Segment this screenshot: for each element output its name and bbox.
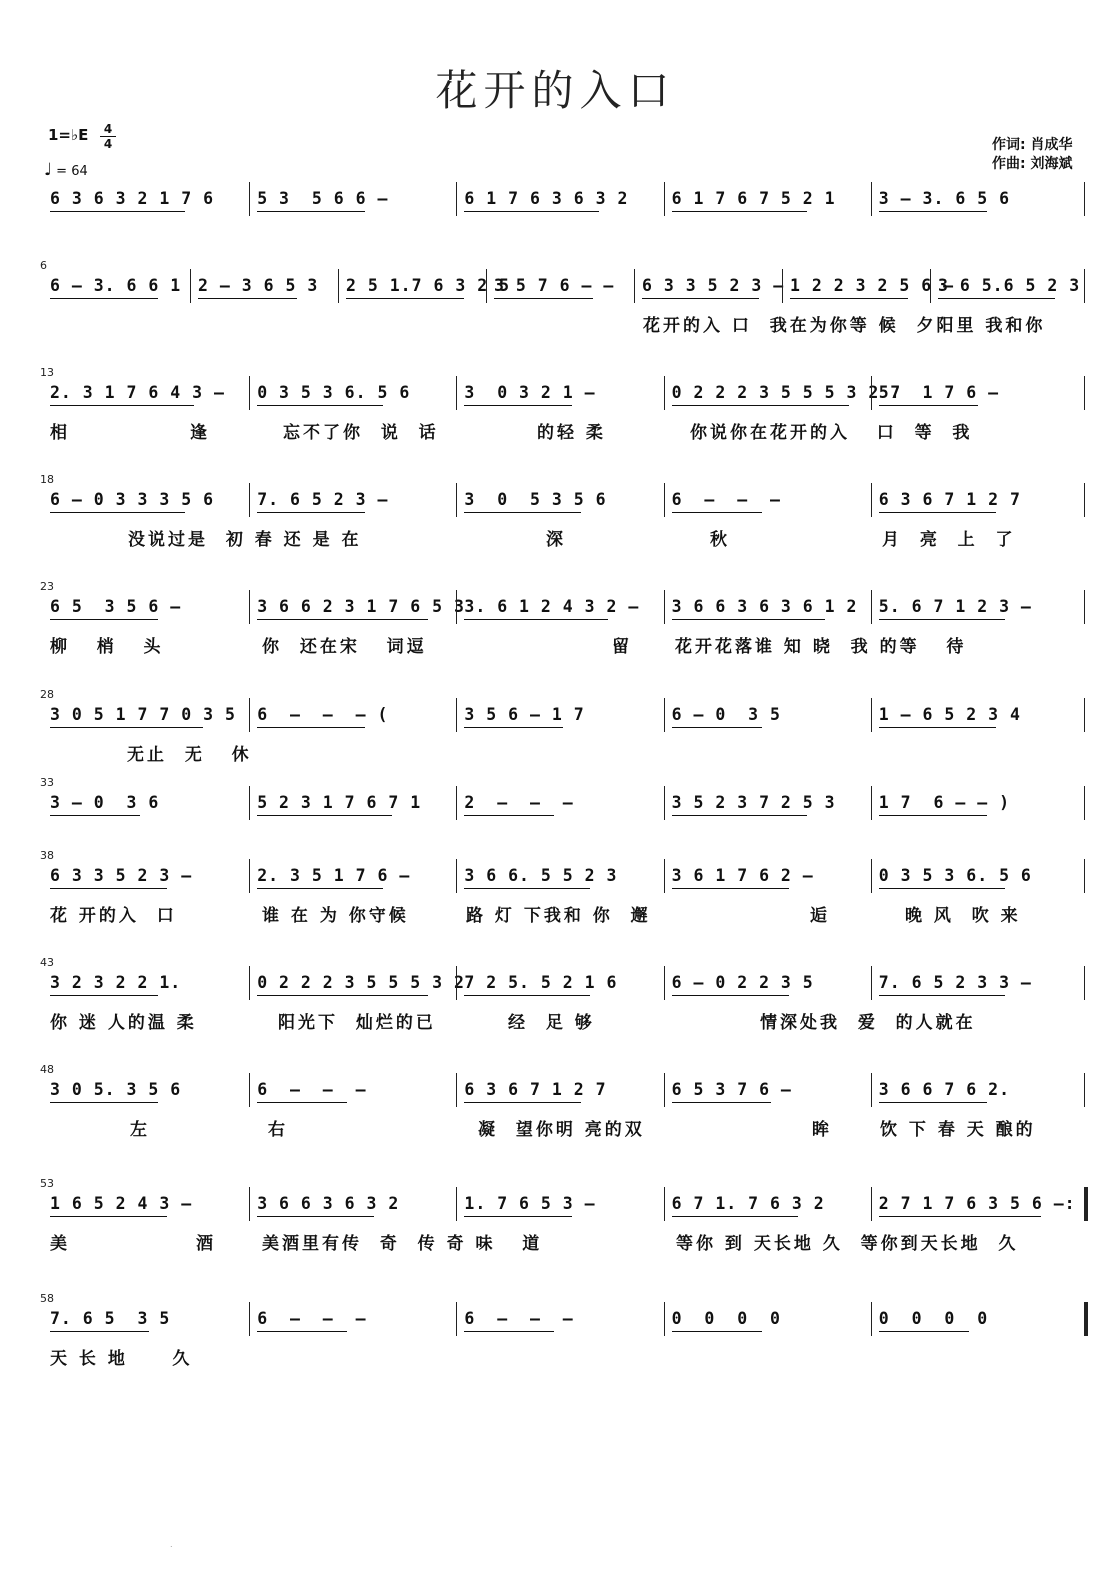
barline: [456, 376, 457, 410]
score-system: [0, 956, 1111, 1060]
beam-underline: [257, 405, 383, 406]
measure-number: 13: [40, 366, 54, 379]
measure-number: 18: [40, 473, 54, 486]
lyric-line: 没说过是 初 春 还 是 在: [128, 530, 362, 550]
beam-underline: [346, 298, 464, 299]
measure-notes: 3 0 5 3 5 6: [464, 490, 607, 509]
beam-underline: [464, 995, 590, 996]
credits: [992, 136, 1072, 174]
barline: [456, 698, 457, 732]
time-signature: 4 4: [100, 123, 116, 150]
measure-notes: 7 2 5. 5 2 1 6: [464, 973, 618, 992]
barline: [871, 376, 872, 410]
barline: [664, 1302, 665, 1336]
measure-notes: 6 3 6 3 2 1 7 6: [50, 189, 215, 208]
beam-underline: [879, 727, 996, 728]
measure-notes: 3 6 6 2 3 1 7 6 5 3: [257, 597, 465, 616]
beam-underline: [672, 1102, 771, 1103]
barline: [782, 269, 783, 303]
measure-notes: 0 2 2 2 3 5 5 5 3 2: [257, 973, 465, 992]
beam-underline: [50, 298, 158, 299]
barline: [664, 786, 665, 820]
beam-underline: [879, 1331, 969, 1332]
barline: [249, 1302, 250, 1336]
barline: [871, 966, 872, 1000]
measure-notes: 2. 3 1 7 6 4 3 –: [50, 383, 225, 402]
barline: [1084, 182, 1085, 216]
barline: [190, 269, 191, 303]
quarter-note-icon: ♩: [44, 160, 53, 180]
beam-underline: [257, 1331, 347, 1332]
lyric-line: 晚 风 吹 来: [905, 906, 1021, 926]
barline: [249, 966, 250, 1000]
measure-notes: 3 6 6 7 6 2.: [878, 1080, 1011, 1099]
barline: [871, 698, 872, 732]
barline: [456, 1073, 457, 1107]
measure-notes: 3 – 0 3 6: [50, 793, 160, 812]
beam-underline: [464, 405, 572, 406]
flat-icon: ♭: [71, 126, 79, 144]
lyric-line: 忘不了你 说 话: [283, 423, 439, 443]
beam-underline: [257, 619, 428, 620]
barline: [249, 483, 250, 517]
barline: [456, 1302, 457, 1336]
lyric-line: 逅: [810, 906, 830, 926]
score-system: [0, 473, 1111, 577]
lyric-line: 美酒里有传 奇 传 奇 味 道: [262, 1234, 543, 1254]
barline: [664, 182, 665, 216]
measure-notes: 5 3 5 6 6 –: [257, 189, 389, 208]
beam-underline: [879, 405, 978, 406]
score-system: [0, 849, 1111, 953]
beam-underline: [879, 815, 987, 816]
measure-notes: 3 6 5.6 5 2 3: [938, 276, 1081, 295]
measure-number: 58: [40, 1292, 54, 1305]
lyric-line: 留: [612, 637, 632, 657]
measure-notes: 1 6 5 2 4 3 –: [50, 1194, 193, 1213]
score-title: 花开的入口: [435, 66, 676, 115]
measure-notes: 3 6 6 3 6 3 6 1 2: [671, 597, 858, 616]
measure-notes: 6 1 7 6 7 5 2 1: [671, 189, 836, 208]
beam-underline: [672, 512, 762, 513]
barline: [249, 1187, 250, 1221]
measure-notes: 6 3 6 7 1 2 7: [464, 1080, 607, 1099]
beam-underline: [672, 405, 849, 406]
measure-notes: 6 3 3 5 2 3 –: [50, 866, 193, 885]
measure-number: 33: [40, 776, 54, 789]
beam-underline: [50, 1216, 167, 1217]
measure-notes: 6 – 0 3 5: [671, 705, 781, 724]
beam-underline: [257, 815, 392, 816]
measure-notes: 0 3 5 3 6. 5 6: [878, 866, 1032, 885]
measure-notes: 3 5 2 3 7 2 5 3: [671, 793, 836, 812]
beam-underline: [50, 888, 167, 889]
beam-underline: [672, 211, 807, 212]
lyric-line: 你说你在花开的入 口 等 我: [690, 423, 973, 443]
barline: [249, 376, 250, 410]
barline: [1084, 859, 1085, 893]
beam-underline: [257, 1102, 347, 1103]
composer: 作曲: 刘海斌: [992, 156, 1073, 172]
barline: [930, 269, 931, 303]
lyric-line: 天 长 地 久: [50, 1349, 193, 1369]
measure-notes: 3 – 3. 6 5 6: [878, 189, 1011, 208]
measure-notes: 6 – – – (: [257, 705, 389, 724]
barline: [871, 1073, 872, 1107]
measure-notes: 6 – – –: [257, 1080, 367, 1099]
barline: [456, 966, 457, 1000]
beam-underline: [672, 1216, 798, 1217]
barline: [249, 182, 250, 216]
lyric-line: 谁 在 为 你守候: [262, 906, 409, 926]
barline: [871, 1187, 872, 1221]
barline: [1084, 269, 1085, 303]
barline: [664, 1187, 665, 1221]
barline: [871, 483, 872, 517]
score-system: [0, 688, 1111, 792]
measure-number: 43: [40, 956, 54, 969]
measure-notes: 3 0 5 1 7 7 0 3 5: [50, 705, 236, 724]
score-system: [0, 366, 1111, 470]
barline: [664, 590, 665, 624]
measure-notes: 3 5 7 6 – –: [494, 276, 615, 295]
measure-notes: 6 – 0 2 2 3 5: [671, 973, 814, 992]
final-barline: [1084, 1187, 1088, 1221]
measure-notes: 1 2 2 3 2 5 6 –: [790, 276, 955, 295]
beam-underline: [879, 888, 1005, 889]
measure-notes: 6 – – –: [671, 490, 781, 509]
lyric-line: 秋: [710, 530, 730, 550]
lyricist: 作词: 肖成华: [992, 137, 1073, 153]
beam-underline: [257, 1216, 374, 1217]
lyric-line: 路 灯 下我和 你 邂: [466, 906, 651, 926]
barline: [1084, 786, 1085, 820]
beam-underline: [198, 298, 297, 299]
lyric-line: 花开花落谁 知 晓 我 的等 待: [675, 637, 967, 657]
barline: [634, 269, 635, 303]
measure-notes: 3 0 5. 3 5 6: [50, 1080, 182, 1099]
lyric-line: 凝 望你明 亮的双: [478, 1120, 645, 1140]
lyric-line: 你 还在宋 词逗: [262, 637, 427, 657]
measure-number: 6: [40, 259, 47, 272]
measure-notes: 6 7 1. 7 6 3 2: [671, 1194, 825, 1213]
lyric-line: 眸: [812, 1120, 832, 1140]
beam-underline: [879, 619, 1005, 620]
barline: [249, 859, 250, 893]
measure-notes: 3 0 3 2 1 –: [464, 383, 596, 402]
barline: [456, 1187, 457, 1221]
barline: [1084, 966, 1085, 1000]
lyric-line: 无止 无 休: [127, 745, 252, 765]
beam-underline: [790, 298, 908, 299]
beam-underline: [50, 1331, 149, 1332]
barline: [664, 859, 665, 893]
measure-notes: 7. 6 5 3 5: [50, 1309, 171, 1328]
measure-notes: 6 1 7 6 3 6 3 2: [464, 189, 629, 208]
measure-notes: 7. 6 5 2 3 3 –: [878, 973, 1032, 992]
barline: [1084, 376, 1085, 410]
beam-underline: [464, 1216, 572, 1217]
barline: [249, 1073, 250, 1107]
beam-underline: [257, 211, 365, 212]
lyric-line: 情深处我 爱 的人就在: [760, 1013, 976, 1033]
measure-number: 38: [40, 849, 54, 862]
barline: [871, 590, 872, 624]
barline: [871, 1302, 872, 1336]
beam-underline: [50, 815, 140, 816]
beam-underline: [494, 298, 593, 299]
beam-underline: [464, 211, 599, 212]
measure-notes: 1 7 6 – – ): [878, 793, 1011, 812]
beam-underline: [50, 211, 185, 212]
measure-notes: 3 2 3 2 2 1.: [50, 973, 182, 992]
lyric-line: 左: [130, 1120, 150, 1140]
measure-notes: 7. 6 5 2 3 –: [257, 490, 389, 509]
lyric-line: 经 足 够: [508, 1013, 595, 1033]
measure-notes: 5. 1 7 6 –: [878, 383, 1000, 402]
lyric-line: 阳光下 灿烂的已: [278, 1013, 436, 1033]
footer-mark: .: [170, 1540, 173, 1549]
barline: [456, 859, 457, 893]
measure-number: 28: [40, 688, 54, 701]
measure-notes: 6 3 3 5 2 3 –: [642, 276, 785, 295]
measure-notes: 6 – – –: [464, 1309, 574, 1328]
beam-underline: [879, 995, 1005, 996]
score-system: [0, 186, 1111, 276]
beam-underline: [464, 1331, 554, 1332]
lyric-line: 相: [50, 423, 70, 443]
beam-underline: [879, 512, 996, 513]
barline: [871, 182, 872, 216]
barline: [456, 483, 457, 517]
beam-underline: [672, 727, 762, 728]
beam-underline: [464, 619, 608, 620]
barline: [486, 269, 487, 303]
final-barline: [1084, 1302, 1088, 1336]
measure-notes: 2. 3 5 1 7 6 –: [257, 866, 411, 885]
measure-notes: 3 6 6. 5 5 2 3: [464, 866, 618, 885]
measure-number: 48: [40, 1063, 54, 1076]
barline: [249, 590, 250, 624]
beam-underline: [50, 727, 203, 728]
barline: [664, 1073, 665, 1107]
barline: [871, 859, 872, 893]
measure-notes: 0 2 2 2 3 5 5 5 3 2 7: [671, 383, 902, 402]
beam-underline: [672, 888, 789, 889]
lyric-line: 等你 到 天长地 久 等你到天长地 久: [676, 1234, 1019, 1254]
measure-notes: 3. 6 1 2 4 3 2 –: [464, 597, 640, 616]
barline: [664, 698, 665, 732]
measure-notes: 6 3 6 7 1 2 7: [878, 490, 1021, 509]
measure-notes: 0 3 5 3 6. 5 6: [257, 383, 411, 402]
lyric-line: 花开的入 口 我在为你等 候 夕阳里 我和你: [643, 316, 1046, 336]
barline: [338, 269, 339, 303]
beam-underline: [257, 888, 383, 889]
lyric-line: 饮 下 春 天 酿的: [880, 1120, 1036, 1140]
beam-underline: [257, 512, 365, 513]
lyric-line: 美: [50, 1234, 70, 1254]
measure-notes: 3 6 1 7 6 2 –: [671, 866, 814, 885]
measure-notes: 1 – 6 5 2 3 4: [878, 705, 1021, 724]
beam-underline: [464, 815, 554, 816]
beam-underline: [938, 298, 1055, 299]
measure-notes: 2 7 1 7 6 3 5 6 –:: [878, 1194, 1076, 1213]
lyric-line: 你 迷 人的温 柔: [50, 1013, 197, 1033]
measure-notes: 5 2 3 1 7 6 7 1: [257, 793, 422, 812]
lyric-line: 月 亮 上 了: [882, 530, 1016, 550]
barline: [249, 786, 250, 820]
beam-underline: [642, 298, 759, 299]
beam-underline: [50, 995, 158, 996]
lyric-line: 逢: [190, 423, 210, 443]
measure-notes: 6 – 0 3 3 3 5 6: [50, 490, 215, 509]
beam-underline: [672, 1331, 762, 1332]
score-system: [0, 1292, 1111, 1396]
barline: [456, 590, 457, 624]
measure-notes: 0 0 0 0: [878, 1309, 989, 1328]
measure-notes: 6 5 3 7 6 –: [671, 1080, 792, 1099]
measure-notes: 2 – 3 6 5 3: [198, 276, 319, 295]
score-system: [0, 1063, 1111, 1167]
beam-underline: [879, 1102, 987, 1103]
beam-underline: [879, 1216, 1041, 1217]
measure-notes: 2 – – –: [464, 793, 574, 812]
lyric-line: 深: [546, 530, 566, 550]
beam-underline: [672, 995, 789, 996]
measure-number: 23: [40, 580, 54, 593]
beam-underline: [672, 815, 807, 816]
beam-underline: [50, 405, 194, 406]
lyric-line: 花 开的入 口: [50, 906, 177, 926]
barline: [1084, 590, 1085, 624]
barline: [249, 698, 250, 732]
beam-underline: [257, 995, 428, 996]
tempo-marking: ♩ = 64: [44, 160, 88, 180]
measure-notes: 6 – – –: [257, 1309, 367, 1328]
score-system: [0, 259, 1111, 363]
measure-number: 53: [40, 1177, 54, 1190]
beam-underline: [464, 888, 590, 889]
barline: [664, 483, 665, 517]
beam-underline: [672, 619, 825, 620]
score-system: [0, 580, 1111, 684]
measure-notes: 5. 6 7 1 2 3 –: [878, 597, 1032, 616]
barline: [1084, 1073, 1085, 1107]
beam-underline: [50, 512, 185, 513]
score-system: [0, 1177, 1111, 1281]
measure-notes: 6 – 3. 6 6 1: [50, 276, 182, 295]
measure-notes: 3 6 6 3 6 3 2: [257, 1194, 400, 1213]
beam-underline: [464, 512, 581, 513]
lyric-line: 柳 梢 头: [50, 637, 164, 657]
lyric-line: 酒: [196, 1234, 216, 1254]
barline: [871, 786, 872, 820]
measure-notes: 2 5 1.7 6 3 2 5: [346, 276, 511, 295]
measure-notes: 1. 7 6 5 3 –: [464, 1194, 596, 1213]
key-signature: 1=♭E: [48, 126, 89, 144]
barline: [664, 966, 665, 1000]
barline: [456, 182, 457, 216]
barline: [664, 376, 665, 410]
measure-notes: 0 0 0 0: [671, 1309, 781, 1328]
barline: [456, 786, 457, 820]
beam-underline: [257, 727, 365, 728]
beam-underline: [464, 1102, 581, 1103]
beam-underline: [50, 619, 158, 620]
measure-notes: 6 5 3 5 6 –: [50, 597, 182, 616]
measure-notes: 3 5 6 – 1 7: [464, 705, 585, 724]
beam-underline: [50, 1102, 158, 1103]
beam-underline: [464, 727, 563, 728]
lyric-line: 的轻 柔: [537, 423, 606, 443]
lyric-line: 右: [268, 1120, 288, 1140]
beam-underline: [879, 211, 987, 212]
barline: [1084, 483, 1085, 517]
barline: [1084, 698, 1085, 732]
